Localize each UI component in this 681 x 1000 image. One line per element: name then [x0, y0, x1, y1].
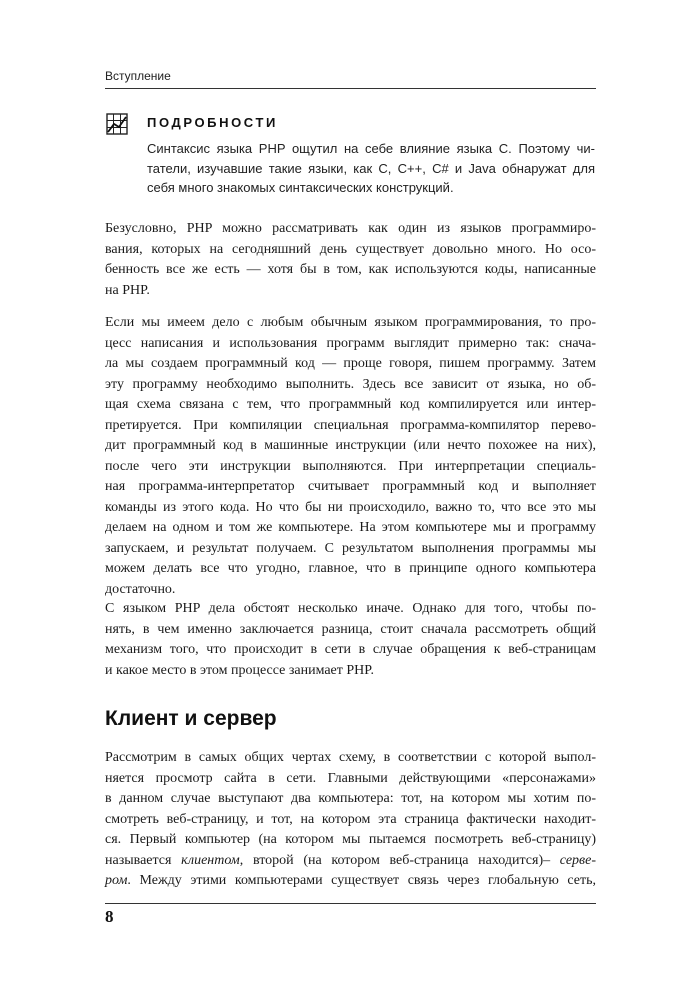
term-client: клиентом — [181, 852, 240, 868]
section-paragraph — [105, 748, 596, 892]
text-line: цесс написания и использования программ выглядит примерно так: снача- — [105, 335, 596, 351]
paragraph-3 — [105, 599, 596, 681]
text-line: бенность все же есть — хотя бы в том, как используются коды, написанные — [105, 262, 596, 277]
text-line: претируется. При компиляции специальная программа-компилятор перево- — [105, 417, 596, 433]
note-line: татели, изучавшие такие языки, как С, C++, C# и Java обнаружат для — [147, 160, 595, 176]
text-line: ся. Первый компьютер (на котором мы пытаемся посмотреть веб-страницу) — [105, 832, 596, 847]
text-line-mixed — [105, 871, 596, 892]
text-line: ла мы создаем программный код — проще говоря, пишем программу. Затем — [105, 356, 596, 371]
page-number: 8 — [105, 907, 114, 926]
text-line: дит программный код в машинные инструкции (или нечто похожее на них), — [105, 438, 596, 453]
chart-grid-icon — [106, 113, 128, 135]
text-line: Рассмотрим в самых общих чертах схему, в соответствии с которой выпол- — [105, 750, 596, 765]
text-line: С языком PHP дела обстоят несколько иначе. Однако для того, чтобы по- — [105, 601, 596, 616]
note-title: ПОДРОБНОСТИ — [147, 115, 278, 130]
text-line: в данном случае выступают два компьютера: тот, на котором мы хотим по- — [105, 791, 596, 806]
text-run: . Между этими компьютерами существует связь через глобальную сеть, — [127, 873, 596, 888]
text-line: няется просмотр сайта в сети. Главными действующими «персонажами» — [105, 770, 596, 786]
section-heading: Клиент и сервер — [105, 707, 277, 730]
text-line: достаточно. — [105, 581, 176, 597]
text-line-mixed — [105, 851, 596, 872]
text-line: и какое место в этом процессе занимает PHP. — [105, 662, 375, 678]
paragraph-2 — [105, 313, 596, 600]
text-line: эту программу необходимо выполнить. Здесь все зависит от языка, но об- — [105, 376, 596, 392]
text-line: делаем на одном и том же компьютере. На этом компьютере мы и программу — [105, 520, 596, 535]
text-line: на PHP. — [105, 282, 150, 298]
footer-rule — [105, 903, 596, 904]
running-head: Вступление — [105, 69, 171, 83]
text-line: запускаем, и результат получаем. С результатом выполнения программы мы — [105, 540, 596, 556]
note-line: Синтаксис языка PHP ощутил на себе влияние языка С. Поэтому чи- — [147, 141, 595, 156]
text-line: смотреть веб-страницу, и тот, на котором эта страница фактически находит- — [105, 811, 596, 827]
text-line: можем делать все что угодно, главное, что в принципе одного компьютера — [105, 561, 596, 576]
text-line: Если мы имеем дело с любым обычным языком программирования, то про- — [105, 315, 596, 330]
header-rule — [105, 88, 596, 89]
term-server-part1: серве- — [559, 852, 596, 868]
text-line: Безусловно, PHP можно рассматривать как один из языков программиро- — [105, 221, 596, 236]
text-line: нять, в чем именно заключается разница, стоит сначала рассмотреть общий — [105, 621, 596, 637]
text-line: ная программа-интерпретатор считывает программный код и выполняет — [105, 479, 596, 494]
text-line: щая схема связана с тем, что программный код компилируется или интер- — [105, 397, 596, 412]
text-line: вания, которых на сегодняшний день существует довольно много. Но осо- — [105, 241, 596, 257]
note-body — [147, 139, 595, 198]
text-line: после чего эти инструкции выполняются. При интерпретации специаль- — [105, 458, 596, 474]
text-line: команды из этого кода. Но что бы ни происходило, важно то, что все это мы — [105, 499, 596, 515]
text-run: , второй (на котором веб-страница находится)– — [239, 852, 560, 868]
term-server-part2: ром — [105, 873, 128, 888]
text-line: механизм того, что происходит в сети в случае обращения к веб-страницам — [105, 642, 596, 657]
note-line: себя много знакомых синтаксических конструкций. — [147, 180, 454, 195]
paragraph-1 — [105, 219, 596, 301]
text-run: называется — [105, 852, 182, 868]
